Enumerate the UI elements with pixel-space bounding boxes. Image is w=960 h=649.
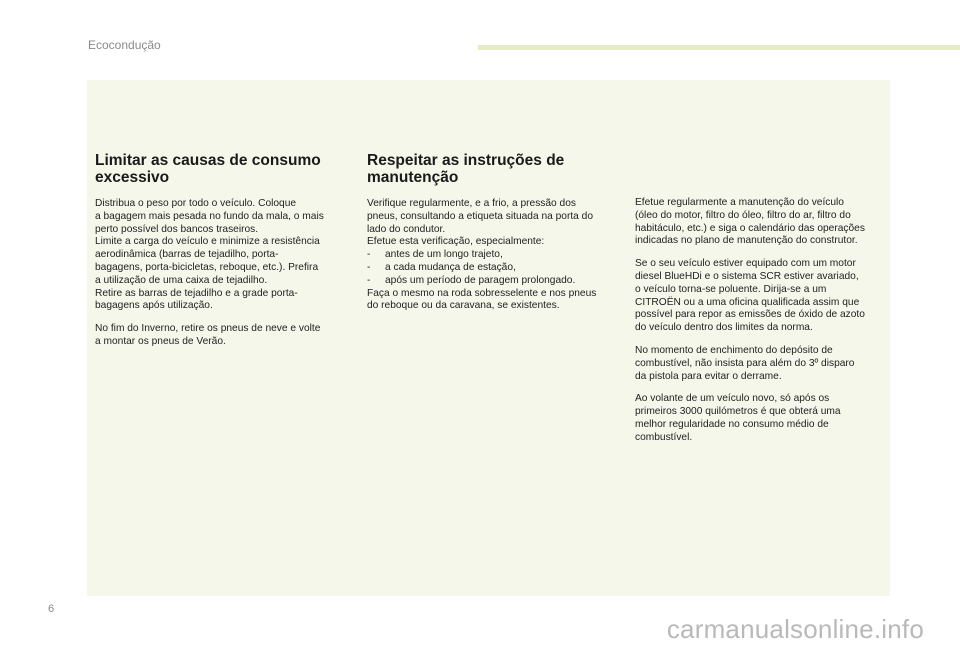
watermark: carmanualsonline.info xyxy=(666,614,924,644)
page-number: 6 xyxy=(48,603,55,615)
column-limit-consumption xyxy=(95,152,347,349)
heading-limit-consumption: Limitar as causas de consumo excessivo xyxy=(95,152,321,186)
paragraph-new-vehicle: Ao volante de um veículo novo, só após os primeiros 3000 quilómetros é que obterá uma melhor regularidade no consumo médio de combustível. xyxy=(635,393,841,443)
header-accent-bar xyxy=(478,45,960,50)
column-maintenance-continued xyxy=(635,197,890,445)
paragraph-tyre-pressure: Verifique regularmente, e a frio, a pressão dos pneus, consultando a etiqueta situada na porta do lado do condutor. Efetue esta verificação, especialmente: - antes de um longo trajeto, - a cada mudança de estação, - após um período de paragem prolongado. Faça o mesmo na roda sobresselente e nos pneus do reboque ou da caravana, se existentes. xyxy=(367,198,619,313)
heading-maintenance: Respeitar as instruções de manutenção xyxy=(367,152,565,186)
column-maintenance xyxy=(367,152,619,313)
paragraph-weight-load: Distribua o peso por todo o veículo. Coloque a bagagem mais pesada no fundo da mala, o mais perto possível dos bancos traseiros. Limite a carga do veículo e minimize a resistência aerodinâmica (barras de tejadilho, porta- bagagens, porta-bicicletas, reboque, etc.). Prefira a utilização de uma caixa de tejadilho. Retire as barras de tejadilho e a grade porta- bagagens após utilização. xyxy=(95,198,324,312)
section-title: Ecocondução xyxy=(88,38,161,52)
list-item: - antes de um longo trajeto, xyxy=(367,249,503,261)
paragraph-winter-tyres: No fim do Inverno, retire os pneus de neve e volte a montar os pneus de Verão. xyxy=(95,323,321,347)
paragraph-service-schedule: Efetue regularmente a manutenção do veículo (óleo do motor, filtro do óleo, filtro do ar, filtro do habitáculo, etc.) e siga o calendário das operações indicadas no plano de manutenção do construtor. xyxy=(635,197,865,247)
paragraph-scr-system: Se o seu veículo estiver equipado com um motor diesel BlueHDi e o sistema SCR estiver avariado, o veículo torna-se poluente. Dirija-se a um CITROËN ou a uma oficina qualificada assim que possível para repor as emissões de óxido de azoto do veículo dentro dos limites da norma. xyxy=(635,258,865,334)
paragraph-refuelling: No momento de enchimento do depósito de combustível, não insista para além do 3º disparo da pistola para evitar o derrame. xyxy=(635,344,855,382)
list-item: - a cada mudança de estação, xyxy=(367,261,516,273)
list-item: - após um período de paragem prolongado. xyxy=(367,274,576,286)
